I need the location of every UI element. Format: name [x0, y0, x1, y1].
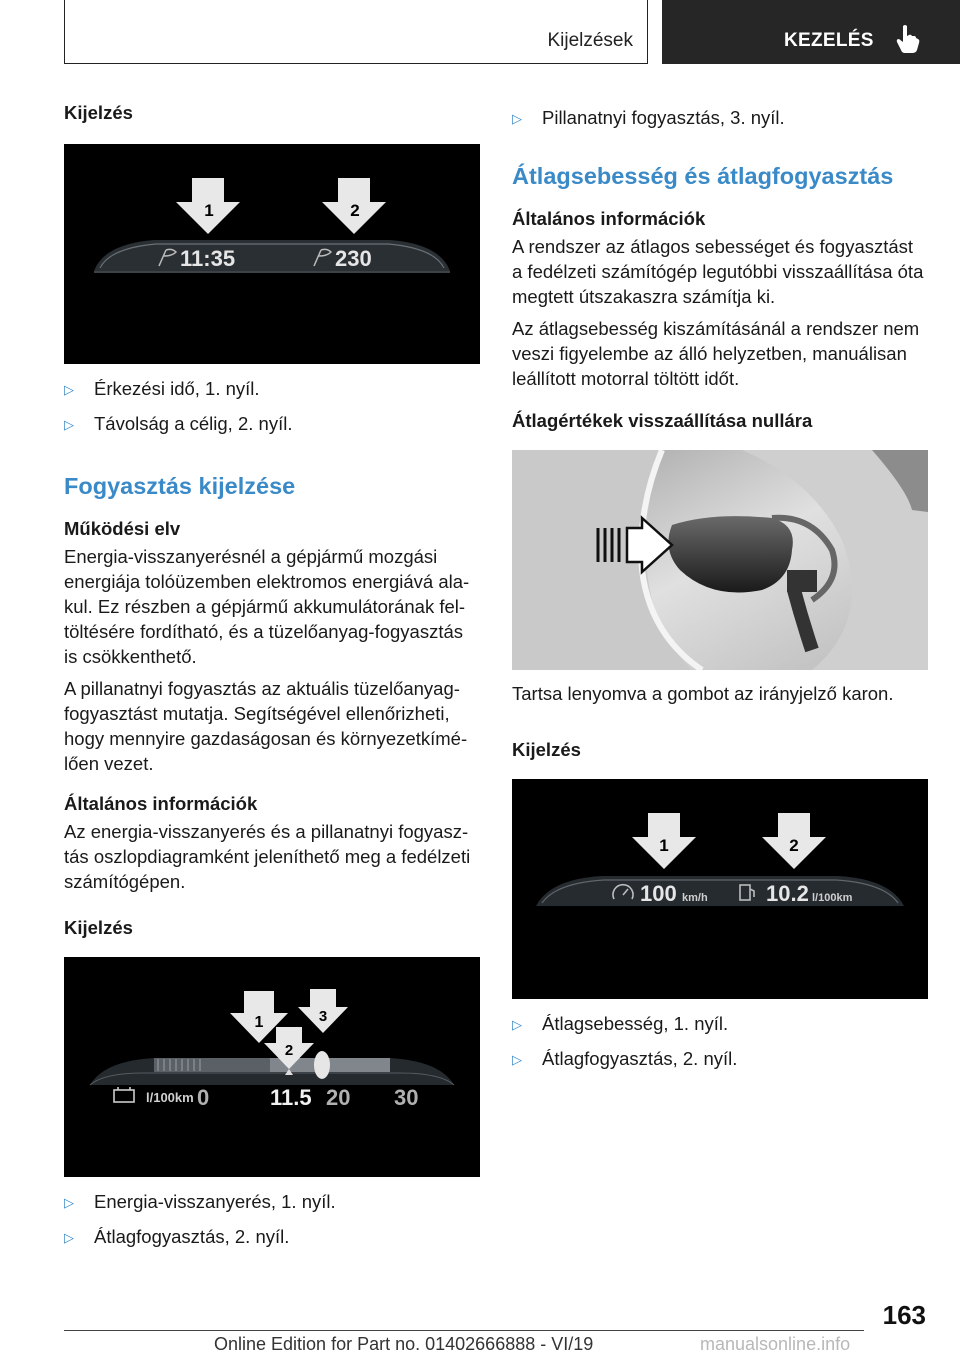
figure-stalk-photo: [512, 450, 928, 670]
fig1-arrow1-number: 1: [204, 201, 214, 220]
right-column: [512, 100, 928, 1072]
fig1-distance: 230: [335, 246, 372, 271]
svg-text:11.5: 11.5: [270, 1085, 312, 1110]
page-number: 163: [882, 1300, 926, 1330]
display-label: Kijelzés: [64, 102, 133, 123]
paragraph-average-2: Az átlagsebesség kiszámításánál a rendszer nem veszi figyelembe az álló helyzetben, manuálisan leállított motorral töltött időt.: [512, 318, 920, 389]
fig1-arrival-time: 11:35: [180, 246, 236, 271]
display-label-right: Kijelzés: [512, 739, 581, 760]
list-item: ▷ Pillanatnyi fogyasztás, 3. nyíl.: [512, 105, 928, 131]
paragraph-general: Az energia-visszanyerés és a pillanatnyi fogyasztás oszlopdiagramként jeleníthető meg a fedélzeti számítógépen.: [64, 821, 471, 892]
subheading-principle: Működési elv: [64, 518, 181, 539]
svg-text:2: 2: [789, 836, 799, 855]
svg-text:20: 20: [326, 1085, 351, 1110]
triangle-bullet-icon: ▷: [512, 111, 522, 126]
svg-text:1: 1: [254, 1014, 264, 1031]
fig1-arrow2-number: 2: [350, 201, 360, 220]
caption-photo: Tartsa lenyomva a gombot az irányjelző karon.: [512, 683, 894, 704]
svg-text:30: 30: [394, 1085, 419, 1110]
paragraph-principle: Energia-visszanyerésnél a gépjármű mozgási energiája tolóüzemben elektromos energiává alakul. Ez részben a gépjármű akkumulátorának feltöltésére fordítható, és a tüzelőanyag-fogyasztás is csökkenthető.: [64, 546, 470, 667]
left-column: [64, 100, 480, 1250]
triangle-bullet-icon: ▷: [512, 1052, 522, 1067]
figure-average-display: [512, 779, 928, 999]
chapter-title: KEZELÉS: [784, 30, 874, 51]
figure-bar-display: [64, 957, 480, 1177]
triangle-bullet-icon: ▷: [64, 382, 74, 397]
list-item: ▷ Energia-visszanyerés, 1. nyíl.: [64, 1189, 480, 1215]
triangle-bullet-icon: ▷: [64, 417, 74, 432]
svg-text:3: 3: [318, 1008, 328, 1025]
pointing-hand-icon: [894, 24, 920, 54]
header-chapter-box: [662, 0, 960, 64]
svg-text:0: 0: [197, 1085, 210, 1110]
paragraph-average-1: A rendszer az átlagos sebességet és fogyasztást a fedélzeti számítógép legutóbbi visszaállítása óta megtett útszakaszra számítja ki.: [512, 236, 924, 307]
svg-text:10.2: 10.2: [766, 881, 809, 906]
triangle-bullet-icon: ▷: [64, 1230, 74, 1245]
section-heading-fuel: Fogyasztás kijelzése: [64, 473, 296, 499]
subheading-general-right: Általános információk: [512, 208, 706, 229]
svg-text:km/h: km/h: [682, 892, 708, 904]
footer-brand-watermark: manualsonline.info: [700, 1334, 851, 1354]
footer-divider: [64, 1330, 864, 1331]
triangle-bullet-icon: ▷: [64, 1195, 74, 1210]
list-item: ▷ Érkezési idő, 1. nyíl.: [64, 376, 480, 402]
svg-text:1: 1: [659, 836, 669, 855]
list-item: ▷ Távolság a célig, 2. nyíl.: [64, 411, 480, 437]
list-item: ▷ Átlagfogyasztás, 2. nyíl.: [64, 1224, 480, 1250]
svg-text:2: 2: [284, 1042, 294, 1059]
header-section-box: [64, 0, 648, 64]
section-heading-average: Átlagsebesség és átlagfogyasztás: [512, 163, 894, 189]
svg-text:l/100km: l/100km: [146, 1090, 194, 1105]
triangle-bullet-icon: ▷: [512, 1017, 522, 1032]
svg-text:l/100km: l/100km: [812, 892, 853, 904]
list-item: ▷ Átlagfogyasztás, 2. nyíl.: [512, 1046, 928, 1072]
list-item: ▷ Átlagsebesség, 1. nyíl.: [512, 1011, 928, 1037]
display-label-2: Kijelzés: [64, 917, 133, 938]
svg-text:100: 100: [640, 881, 677, 906]
section-title: Kijelzések: [547, 30, 633, 51]
subheading-reset: Átlagértékek visszaállítása nullára: [512, 410, 813, 431]
subheading-general: Általános információk: [64, 793, 258, 814]
figure-arrival-distance: [64, 144, 480, 364]
paragraph-instant: A pillanatnyi fogyasztás az aktuális tüzelőanyagfogyasztást mutatja. Segítségével ellenőrizheti, hogy mennyire gazdaságosan és környezetkímélően vezet.: [64, 678, 468, 774]
footer-edition-text: Online Edition for Part no. 01402666888 - VI/19: [214, 1334, 594, 1354]
